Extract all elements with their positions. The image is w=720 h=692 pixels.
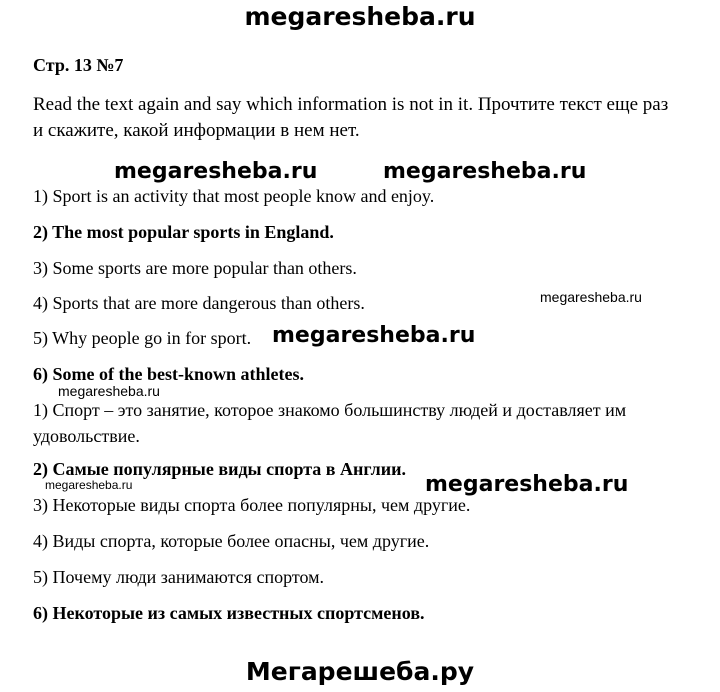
instruction-text: Read the text again and say which information is not in it. Прочтите текст еще раз и скажите, какой информации в нем нет. (33, 94, 669, 141)
russian-item-6: 6) Некоторые из самых известных спортсменов. (33, 603, 425, 623)
watermark-inline: megaresheba.ru (114, 159, 318, 184)
english-item-1: 1) Sport is an activity that most people know and enjoy. (33, 186, 435, 206)
english-item-3: 3) Some sports are more popular than others. (33, 258, 357, 278)
page-heading: Стр. 13 №7 (33, 55, 124, 75)
watermark-inline: megaresheba.ru (272, 323, 476, 348)
english-item-6: 6) Some of the best-known athletes. (33, 364, 304, 384)
footer-watermark: Мегарешеба.ру (245, 657, 475, 686)
russian-item-3: 3) Некоторые виды спорта более популярны, чем другие. (33, 495, 471, 515)
english-item-4: 4) Sports that are more dangerous than others. (33, 293, 365, 313)
watermark-inline: megaresheba.ru (425, 472, 629, 497)
russian-item-5: 5) Почему люди занимаются спортом. (33, 567, 325, 587)
english-item-2: 2) The most popular sports in England. (33, 222, 334, 242)
russian-item-1: 1) Спорт – это занятие, которое знакомо большинству людей и доставляет им удовольствие. (33, 400, 627, 446)
russian-item-2: 2) Самые популярные виды спорта в Англии. (33, 459, 406, 479)
english-item-5: 5) Why people go in for sport. (33, 328, 252, 348)
watermark-inline: megaresheba.ru (58, 383, 160, 399)
russian-item-4: 4) Виды спорта, которые более опасны, чем другие. (33, 531, 430, 551)
header-watermark: megaresheba.ru (244, 2, 476, 31)
watermark-inline: megaresheba.ru (45, 478, 133, 492)
watermark-inline: megaresheba.ru (383, 159, 587, 184)
watermark-inline: megaresheba.ru (540, 289, 642, 305)
